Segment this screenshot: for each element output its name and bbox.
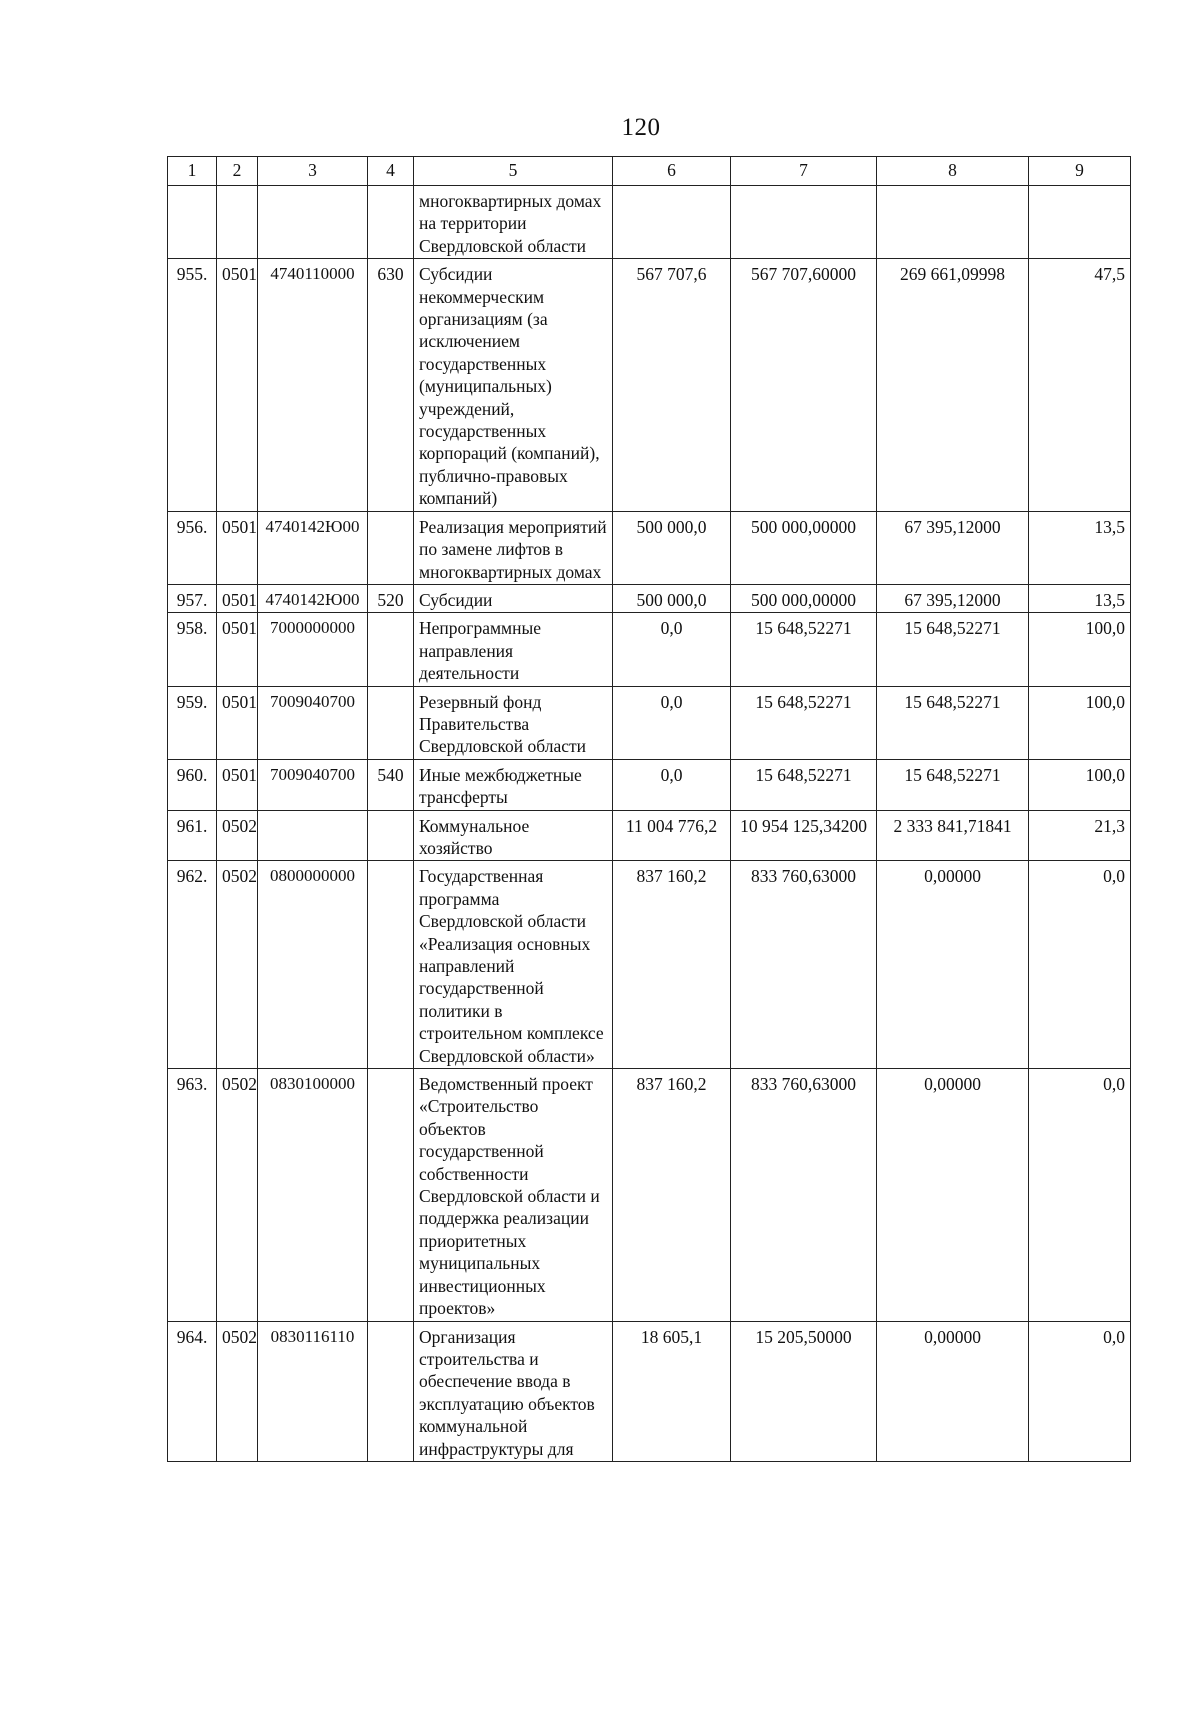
target-article-cell: 7009040700 [258, 759, 368, 810]
refined-amount-cell: 833 760,63000 [731, 1069, 877, 1321]
description-cell: Субсидии некоммерческим организациям (за исключением государственных (муниципальных) учреждений, государственных корпораций (компаний), публично-правовых компаний) [414, 259, 613, 511]
row-number-cell: 959. [168, 686, 217, 759]
table-row [168, 1321, 1131, 1461]
table-row [168, 1069, 1131, 1321]
table-row [168, 810, 1131, 861]
description-cell: Организация строительства и обеспечение ввода в эксплуатацию объектов коммунальной инфраструктуры для [414, 1321, 613, 1461]
section-code-cell: 0501 [217, 511, 258, 584]
row-number-cell: 955. [168, 259, 217, 511]
column-header: 6 [613, 157, 731, 186]
column-header: 3 [258, 157, 368, 186]
section-code-cell [217, 186, 258, 259]
executed-amount-cell: 15 648,52271 [877, 759, 1029, 810]
refined-amount-cell: 10 954 125,34200 [731, 810, 877, 861]
section-code-cell: 0501 [217, 584, 258, 612]
row-number-cell: 958. [168, 613, 217, 686]
row-number-cell: 962. [168, 861, 217, 1069]
row-number-cell: 964. [168, 1321, 217, 1461]
target-article-cell: 4740142Ю00 [258, 511, 368, 584]
refined-amount-cell: 15 205,50000 [731, 1321, 877, 1461]
executed-amount-cell: 15 648,52271 [877, 686, 1029, 759]
executed-amount-cell: 0,00000 [877, 861, 1029, 1069]
column-header: 8 [877, 157, 1029, 186]
percent-cell: 0,0 [1029, 1069, 1131, 1321]
target-article-cell [258, 186, 368, 259]
expense-type-cell [368, 810, 414, 861]
section-code-cell: 0502 [217, 861, 258, 1069]
column-header: 9 [1029, 157, 1131, 186]
expense-type-cell: 630 [368, 259, 414, 511]
row-number-cell: 957. [168, 584, 217, 612]
section-code-cell: 0502 [217, 1321, 258, 1461]
percent-cell: 0,0 [1029, 861, 1131, 1069]
approved-amount-cell: 0,0 [613, 613, 731, 686]
executed-amount-cell [877, 186, 1029, 259]
executed-amount-cell: 0,00000 [877, 1321, 1029, 1461]
table-row [168, 259, 1131, 511]
row-number-cell [168, 186, 217, 259]
table-row [168, 186, 1131, 259]
expense-type-cell: 540 [368, 759, 414, 810]
approved-amount-cell [613, 186, 731, 259]
executed-amount-cell: 15 648,52271 [877, 613, 1029, 686]
percent-cell: 0,0 [1029, 1321, 1131, 1461]
expense-type-cell [368, 861, 414, 1069]
row-number-cell: 960. [168, 759, 217, 810]
expense-type-cell [368, 1321, 414, 1461]
executed-amount-cell: 2 333 841,71841 [877, 810, 1029, 861]
approved-amount-cell: 11 004 776,2 [613, 810, 731, 861]
section-code-cell: 0501 [217, 613, 258, 686]
target-article-cell [258, 810, 368, 861]
executed-amount-cell: 67 395,12000 [877, 584, 1029, 612]
description-cell: Коммунальное хозяйство [414, 810, 613, 861]
approved-amount-cell: 0,0 [613, 759, 731, 810]
table-body [168, 186, 1131, 1462]
section-code-cell: 0502 [217, 1069, 258, 1321]
percent-cell: 13,5 [1029, 511, 1131, 584]
table-row [168, 861, 1131, 1069]
section-code-cell: 0501 [217, 686, 258, 759]
expense-type-cell [368, 686, 414, 759]
refined-amount-cell: 500 000,00000 [731, 584, 877, 612]
percent-cell: 100,0 [1029, 613, 1131, 686]
approved-amount-cell: 18 605,1 [613, 1321, 731, 1461]
column-header: 5 [414, 157, 613, 186]
refined-amount-cell: 833 760,63000 [731, 861, 877, 1069]
description-cell: Непрограммные направления деятельности [414, 613, 613, 686]
percent-cell: 100,0 [1029, 686, 1131, 759]
refined-amount-cell: 15 648,52271 [731, 613, 877, 686]
row-number-cell: 956. [168, 511, 217, 584]
table-row [168, 511, 1131, 584]
page-number: 120 [621, 114, 661, 141]
percent-cell: 47,5 [1029, 259, 1131, 511]
description-cell: многоквартирных домах на территории Свердловской области [414, 186, 613, 259]
target-article-cell: 0800000000 [258, 861, 368, 1069]
approved-amount-cell: 837 160,2 [613, 1069, 731, 1321]
percent-cell [1029, 186, 1131, 259]
approved-amount-cell: 0,0 [613, 686, 731, 759]
description-cell: Иные межбюджетные трансферты [414, 759, 613, 810]
approved-amount-cell: 500 000,0 [613, 584, 731, 612]
refined-amount-cell: 15 648,52271 [731, 686, 877, 759]
column-header: 4 [368, 157, 414, 186]
expense-type-cell: 520 [368, 584, 414, 612]
approved-amount-cell: 567 707,6 [613, 259, 731, 511]
expense-type-cell [368, 613, 414, 686]
table-row [168, 686, 1131, 759]
section-code-cell: 0502 [217, 810, 258, 861]
approved-amount-cell: 837 160,2 [613, 861, 731, 1069]
target-article-cell: 4740142Ю00 [258, 584, 368, 612]
row-number-cell: 961. [168, 810, 217, 861]
column-header: 2 [217, 157, 258, 186]
description-cell: Реализация мероприятий по замене лифтов в многоквартирных домах [414, 511, 613, 584]
description-cell: Ведомственный проект «Строительство объектов государственной собственности Свердловской области и поддержка реализации приоритетных муниципальных инвестиционных проектов» [414, 1069, 613, 1321]
target-article-cell: 7000000000 [258, 613, 368, 686]
section-code-cell: 0501 [217, 759, 258, 810]
header-row [168, 157, 1131, 186]
target-article-cell: 4740110000 [258, 259, 368, 511]
row-number-cell: 963. [168, 1069, 217, 1321]
column-header: 7 [731, 157, 877, 186]
column-header: 1 [168, 157, 217, 186]
executed-amount-cell: 67 395,12000 [877, 511, 1029, 584]
table-row [168, 584, 1131, 612]
percent-cell: 13,5 [1029, 584, 1131, 612]
table-row [168, 613, 1131, 686]
description-cell: Резервный фонд Правительства Свердловской области [414, 686, 613, 759]
description-cell: Государственная программа Свердловской области «Реализация основных направлений государственной политики в строительном комплексе Свердловской области» [414, 861, 613, 1069]
target-article-cell: 7009040700 [258, 686, 368, 759]
approved-amount-cell: 500 000,0 [613, 511, 731, 584]
executed-amount-cell: 0,00000 [877, 1069, 1029, 1321]
expense-type-cell [368, 1069, 414, 1321]
target-article-cell: 0830116110 [258, 1321, 368, 1461]
expense-type-cell [368, 511, 414, 584]
refined-amount-cell: 15 648,52271 [731, 759, 877, 810]
refined-amount-cell: 567 707,60000 [731, 259, 877, 511]
expense-type-cell [368, 186, 414, 259]
description-cell: Субсидии [414, 584, 613, 612]
percent-cell: 21,3 [1029, 810, 1131, 861]
executed-amount-cell: 269 661,09998 [877, 259, 1029, 511]
budget-table [167, 156, 1131, 1462]
refined-amount-cell: 500 000,00000 [731, 511, 877, 584]
refined-amount-cell [731, 186, 877, 259]
section-code-cell: 0501 [217, 259, 258, 511]
percent-cell: 100,0 [1029, 759, 1131, 810]
table-row [168, 759, 1131, 810]
target-article-cell: 0830100000 [258, 1069, 368, 1321]
